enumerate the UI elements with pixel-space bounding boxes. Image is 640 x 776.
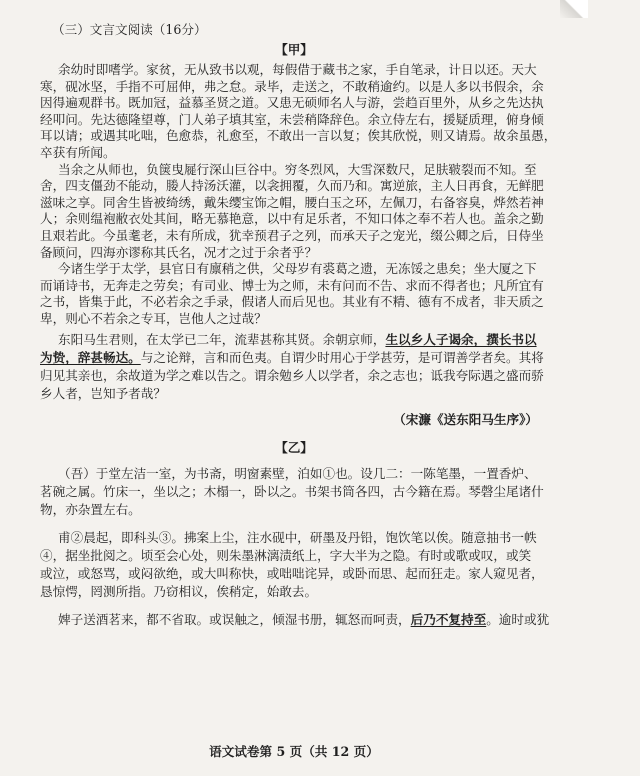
- jia-line: 卒获有所闻。: [40, 145, 116, 160]
- jia-line: 今诸生学于太学，县官日有廪稍之供，父母岁有裘葛之遗，无冻馁之患矣；坐大厦之下: [58, 261, 537, 277]
- jia-line: 寒，砚冰坚，手指不可屈伸，弗之怠。录毕，走送之，不敢稍逾约。以是人多以书假余，余: [40, 78, 544, 94]
- jia-line: 且艰若此。今虽耄老，未有所成，犹幸预君子之列，而承天子之宠光，缀公卿之后，日侍坐: [40, 228, 544, 243]
- jia-last-para-line: 乡人者，岂知予者哉？: [40, 386, 166, 401]
- jia-heading: 【甲】: [275, 42, 313, 57]
- jia-line: 舍，四支僵劲不能动，媵人持汤沃灌，以衾拥覆，久而乃和。寓逆旅，主人日再食，无鲜肥: [40, 178, 544, 194]
- yi-line: 或泣，或怒骂，或闷欲绝，或大叫称快，或咄咄诧异，或卧而思、起而狂走。家人窥见者，: [40, 566, 544, 581]
- yi-last-text: 婢子送酒茗来，都不省取。或误触之，倾湿书册，辄怒而呵责，: [58, 612, 411, 627]
- jia-line: 当余之从师也，负箧曳屣行深山巨谷中。穷冬烈风，大雪深数尺，足肤皲裂而不知。至: [58, 161, 537, 177]
- section-title: （三）文言文阅读（16分）: [52, 22, 207, 37]
- jia-line: 而诵诗书，无奔走之劳矣；有司业、博士为之师，未有问而不告、求而不得者也；凡所宜有: [40, 277, 544, 293]
- underlined-sentence: 后乃不复持至: [410, 612, 487, 627]
- jia-line: 余幼时即嗜学。家贫，无从致书以观，每假借于藏书之家，手自笔录，计日以还。天大: [58, 62, 537, 77]
- jia-line: 经叩问。先达德隆望尊，门人弟子填其室，未尝稍降辞色。余立侍左右，援疑质理，俯身倾: [40, 111, 544, 127]
- yi-line: 物，亦杂置左右。: [40, 502, 141, 517]
- underlined-sentence: 为贽，辞甚畅达。: [40, 350, 141, 365]
- yi-line: ④，据坐批阅之。顷至会心处，则朱墨淋漓渍纸上，字大半为之隐。有时或歌或叹，或笑: [40, 548, 532, 563]
- jia-line: 人；余则缊袍敝衣处其间，略无慕艳意，以中有足乐者，不知口体之奉不若人也。盖余之勤: [40, 211, 544, 227]
- yi-last-text: 。逾时或犹: [486, 612, 550, 627]
- yi-line: 茗碗之属。竹床一，坐以之；木榻一，卧以之。书架书筒各四，古今籍在焉。琴磬尘尾诸什: [40, 484, 544, 499]
- jia-last-text: 东阳马生君则，在太学已二年，流辈甚称其贤。余朝京师，: [58, 332, 386, 347]
- jia-last-text: 与之论辩，言和而色夷。自谓少时用心于学甚劳，是可谓善学者矣。其将: [140, 350, 544, 365]
- underlined-sentence: 生以乡人子谒余，撰长书以: [385, 332, 537, 347]
- jia-last-para-line: [58, 332, 538, 348]
- jia-source: （宋濂《送东阳马生序》）: [393, 412, 538, 427]
- yi-line: 甫②晨起，即科头③。拂案上尘，注水砚中，研墨及丹铅，饱饮笔以俟。随意抽书一帙: [58, 530, 537, 545]
- jia-line: 因得遍观群书。既加冠，益慕圣贤之道。又患无硕师名人与游，尝趋百里外，从乡之先达执: [40, 95, 544, 111]
- yi-line: （吾）于堂左洁一室，为书斋，明窗素壁，泊如①也。设几二：一陈笔墨，一置香炉、: [58, 466, 537, 481]
- jia-line: 卑，则心不若余之专耳，岂他人之过哉？: [40, 311, 267, 326]
- page-footer: 语文试卷第 5 页（共 12 页）: [209, 744, 379, 759]
- page-corner-fold: [560, 0, 588, 18]
- yi-line: 恳惊愕，罔测所指。乃窃相议，俟稍定，始敢去。: [40, 584, 318, 599]
- jia-line: 耳以请；或遇其叱咄，色愈恭，礼愈至，不敢出一言以复；俟其欣悦，则又请焉。故余虽愚，: [40, 128, 557, 144]
- jia-line: 之书，皆集于此，不必若余之手录，假诸人而后见也。其业有不精、德有不成者，非天质之: [40, 294, 544, 310]
- jia-line: 备顾问，四海亦谬称其氏名，况才之过于余者乎？: [40, 244, 318, 260]
- yi-heading: 【乙】: [275, 440, 313, 455]
- jia-line: 滋味之享。同舍生皆被绮绣，戴朱缨宝饰之帽，腰白玉之环，左佩刀，右备容臭，烨然若神: [40, 194, 544, 210]
- jia-last-para-line: [40, 350, 544, 366]
- jia-last-para-line: 归见其亲也，余故道为学之难以告之。谓余勉乡人以学者，余之志也；诋我夸际遇之盛而骄: [40, 368, 544, 383]
- yi-last-line: [58, 612, 550, 628]
